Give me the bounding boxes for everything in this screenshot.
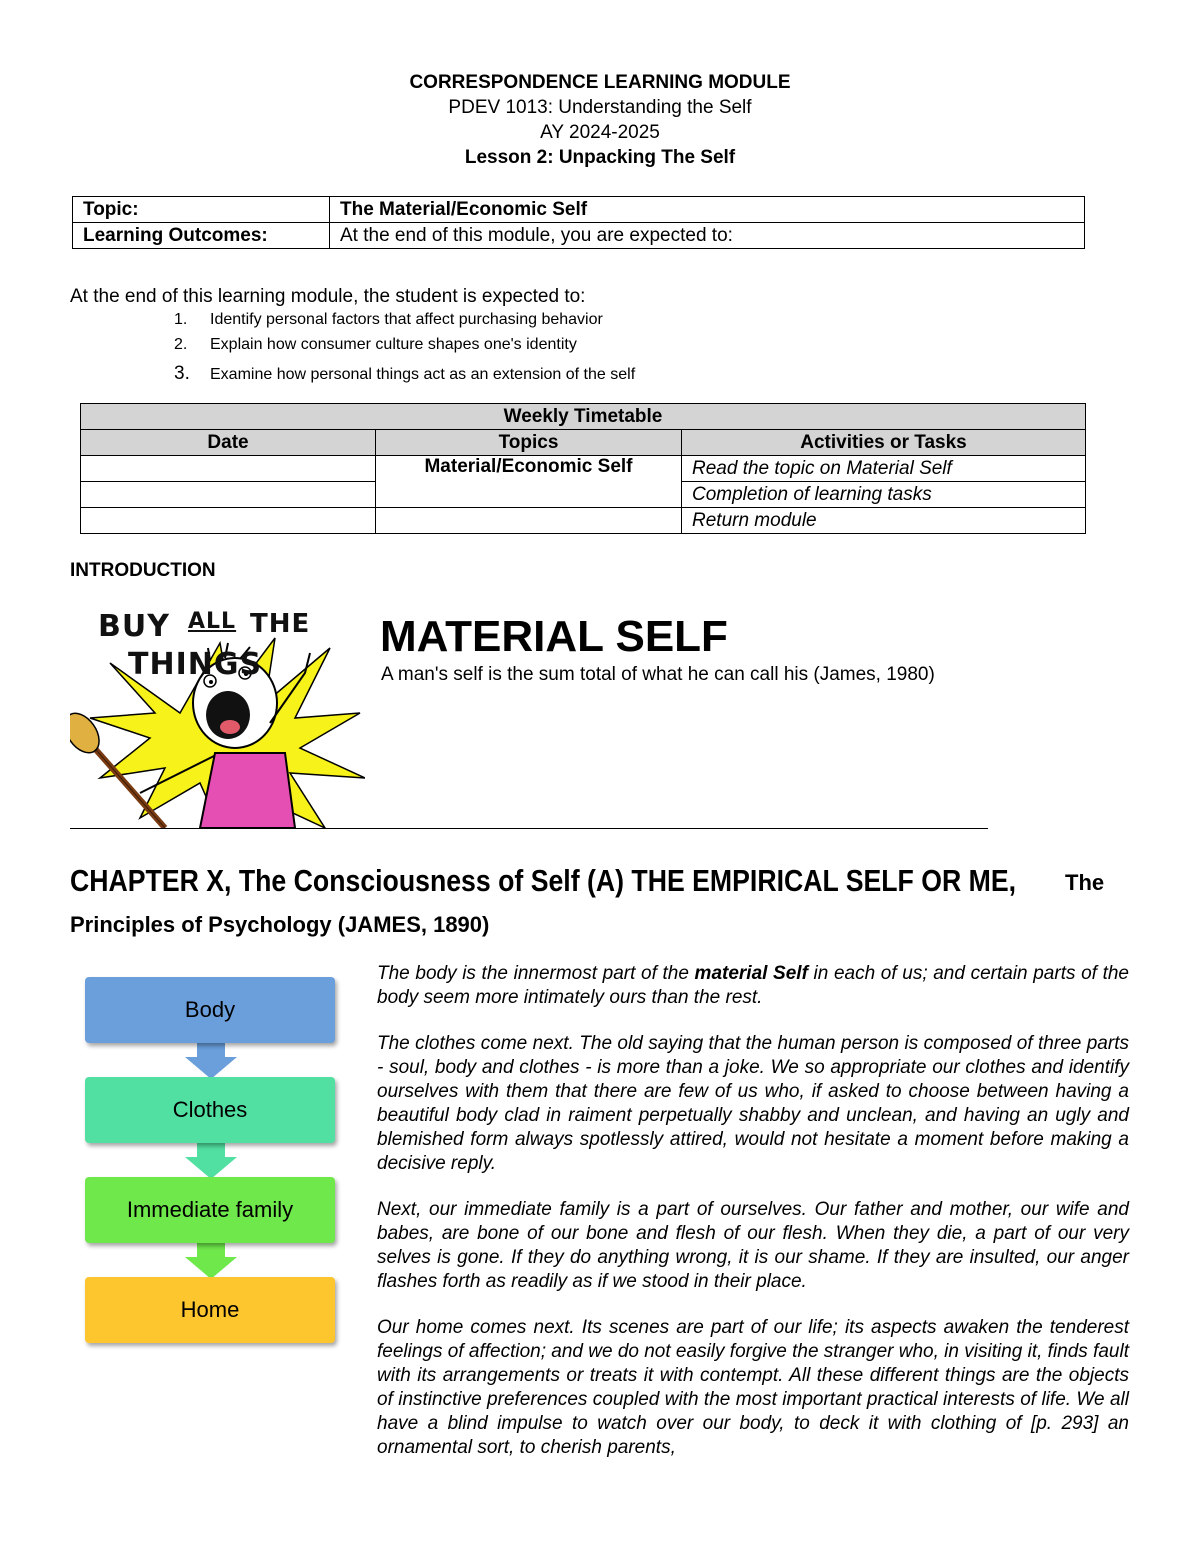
list-item xyxy=(174,310,874,335)
course-code: PDEV 1013: Understanding the Self xyxy=(448,97,752,118)
list-number: 2. xyxy=(174,336,188,353)
activity-cell: Read the topic on Material Self xyxy=(682,456,1086,482)
chapter-body xyxy=(377,962,1129,1482)
arrow-down-icon xyxy=(185,1243,237,1279)
outcomes-intro: At the end of this learning module, the student is expected to: xyxy=(70,286,586,307)
activity-cell: Completion of learning tasks xyxy=(682,482,1086,508)
outcomes-value: At the end of this module, you are expected to: xyxy=(330,223,1085,249)
chapter-heading xyxy=(70,862,1140,944)
emphasis-material-self: material Self xyxy=(694,963,808,984)
meme-text-all: ALL xyxy=(188,609,237,634)
meme-text-buy: BUY xyxy=(98,609,170,644)
column-header-activities: Activities or Tasks xyxy=(682,430,1086,456)
paragraph-clothes: The clothes come next. The old saying that the human person is composed of three parts - soul, body and clothes - is more than a joke. We so appropriate our clothes and identify ourselves with them that there are few of us who, if asked to choose between having a beautiful body clad in raiment perpetually shabby and unclean, and having an ugly and blemished form always spotlessly attired, would not hesitate a moment before making a decisive reply. xyxy=(377,1033,1129,1174)
timetable-title: Weekly Timetable xyxy=(81,404,1086,430)
paragraph-family: Next, our immediate family is a part of ourselves. Our father and mother, our wife and babes, are bone of our bone and flesh of our flesh. When they die, a part of our very selves is gone. If they do anything wrong, it is our shame. If they are insulted, our anger flashes forth as readily as if we stood in their place. xyxy=(377,1199,1129,1292)
arrow-down-icon xyxy=(185,1043,237,1079)
meme-text-things: THINGS xyxy=(128,647,263,682)
list-text: Examine how personal things act as an extension of the self xyxy=(210,366,636,383)
date-cell xyxy=(81,482,376,508)
learning-outcomes xyxy=(70,286,636,384)
document-header xyxy=(0,70,1200,170)
flow-box-body: Body xyxy=(85,977,335,1043)
table-row xyxy=(81,456,1086,482)
material-self-title: MATERIAL SELF xyxy=(380,612,728,661)
outcomes-label: Learning Outcomes: xyxy=(73,223,330,249)
flow-box-clothes: Clothes xyxy=(85,1077,335,1143)
list-text: Explain how consumer culture shapes one's identity xyxy=(210,336,577,353)
topic-label: Topic: xyxy=(73,197,330,223)
weekly-timetable xyxy=(80,403,1086,534)
text-span: The body is the innermost part of the xyxy=(377,963,695,984)
table-row xyxy=(81,508,1086,534)
introduction-heading: INTRODUCTION xyxy=(70,560,216,581)
activity-cell: Return module xyxy=(682,508,1086,534)
module-title: CORRESPONDENCE LEARNING MODULE xyxy=(409,72,791,93)
chapter-subtitle-the: The xyxy=(1065,870,1105,895)
flow-box-home: Home xyxy=(85,1277,335,1343)
list-number: 1. xyxy=(174,311,188,328)
horizontal-rule xyxy=(70,828,988,829)
chapter-subtitle: Principles of Psychology (JAMES, 1890) xyxy=(70,912,490,937)
topic-table xyxy=(72,196,1085,249)
paragraph-body xyxy=(377,962,1129,1010)
chapter-title: CHAPTER X, The Consciousness of Self (A) THE EMPIRICAL SELF OR ME, xyxy=(70,863,1017,898)
date-cell xyxy=(81,456,376,482)
paragraph-home: Our home comes next. Its scenes are part of our life; its aspects awaken the tenderest feelings of affection; and we do not easily forgive the stranger who, in visiting it, finds fault with its arrangements or treats it with contempt. All these different things are the objects of instinctive preferences coupled with the most important practical interests of life. We all have a blind impulse to watch over our body, to deck it with clothing of [p. 293] an ornamental sort, to cherish parents, xyxy=(377,1317,1129,1458)
column-header-topics: Topics xyxy=(376,430,682,456)
topic-value: The Material/Economic Self xyxy=(330,197,1085,223)
list-item xyxy=(174,335,874,360)
date-cell xyxy=(81,508,376,534)
academic-year: AY 2024-2025 xyxy=(540,122,660,143)
list-item xyxy=(174,360,874,385)
outcomes-list xyxy=(174,310,874,385)
topic-cell: Material/Economic Self xyxy=(376,456,682,508)
material-self-quote: A man's self is the sum total of what he can call his (James, 1980) xyxy=(381,664,935,685)
buy-all-the-things-meme xyxy=(70,603,365,828)
list-text: Identify personal factors that affect purchasing behavior xyxy=(210,311,603,328)
arrow-down-icon xyxy=(185,1143,237,1179)
flow-box-immediate-family: Immediate family xyxy=(85,1177,335,1243)
list-number: 3. xyxy=(174,363,190,384)
topic-cell xyxy=(376,508,682,534)
column-header-date: Date xyxy=(81,430,376,456)
text-span: in each of us; and certain parts of the body seem more intimately ours than the rest. xyxy=(377,963,1129,1008)
meme-text-the: THE xyxy=(250,609,311,639)
lesson-title: Lesson 2: Unpacking The Self xyxy=(464,147,736,168)
